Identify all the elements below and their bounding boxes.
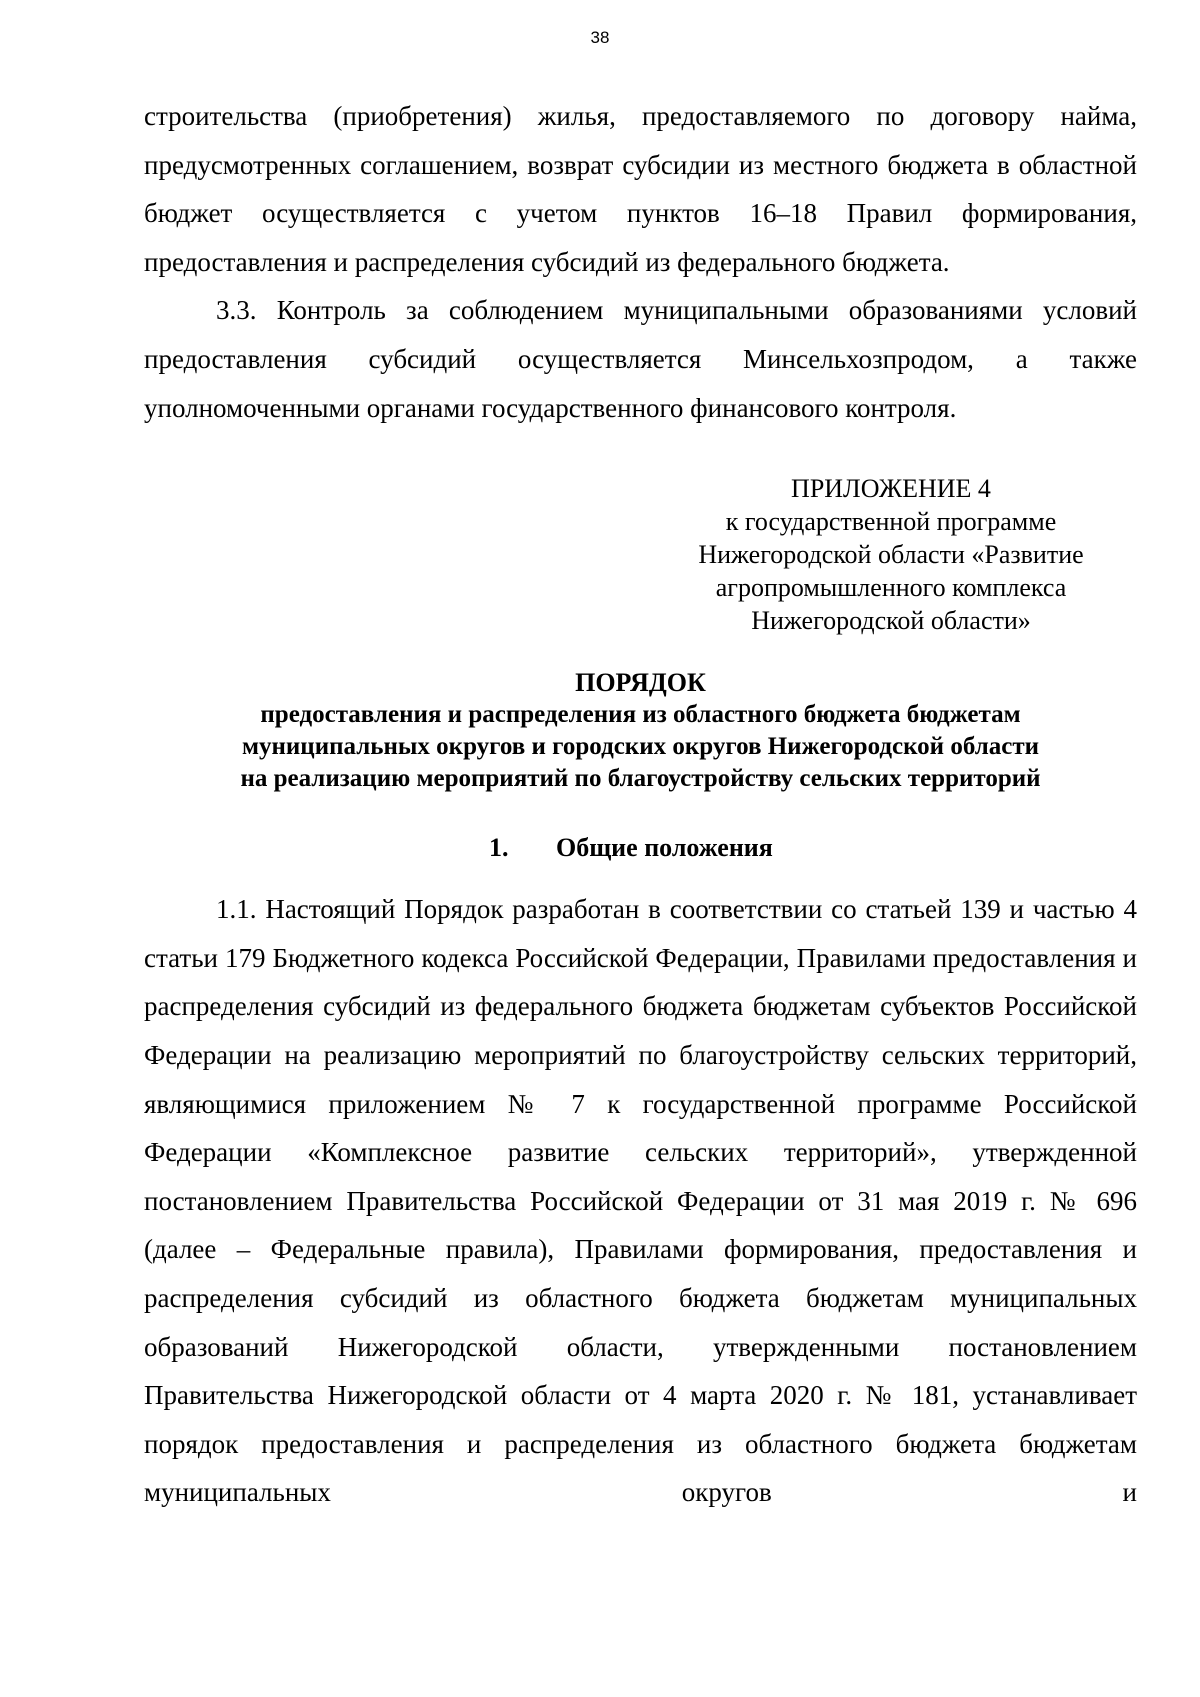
appendix-line: агропромышленного комплекса [715, 573, 1067, 603]
appendix-line: к государственной программе [725, 507, 1057, 537]
paragraph-1-1: 1.1. Настоящий Порядок разработан в соответствии со статьей 139 и частью 4 статьи 179 Бюджетного кодекса Российской Федерации, Правилами предоставления и распределения субсидий из федерального бюджета бюджетам субъектов Российской Федерации на реализацию мероприятий по благоустройству сельских территорий, являющимися приложением № 7 к государственной программе Российской Федерации «Комплексное развитие сельских территорий», утвержденной постановлением Правительства Российской Федерации от 31 мая 2019 г. № 696 (далее – Федеральные правила), Правилами формирования, предоставления и распределения субсидий из областного бюджета бюджетам муниципальных образований Нижегородской области, утвержденными постановлением Правительства Нижегородской области от 4 марта 2020 г. № 181, устанавливает порядок предоставления и распределения из областного бюджета бюджетам муниципальных округов и [144, 894, 1137, 1508]
continuation-paragraph: строительства (приобретения) жилья, предоставляемого по договору найма, предусмотренных соглашением, возврат субсидии из местного бюджета в областной бюджет осуществляется с учетом пунктов 16–18 Правил формирования, предоставления и распределения субсидий из федерального бюджета. [144, 101, 1137, 277]
section-number: 1. [489, 833, 509, 863]
paragraph-3-3: 3.3. Контроль за соблюдением муниципальными образованиями условий предоставления субсидий осуществляется Минсельхозпродом, а также уполномоченными органами государственного финансового контроля. [144, 295, 1137, 423]
section-heading [144, 831, 1137, 865]
title-sub-line: на реализацию мероприятий по благоустройству сельских территорий [240, 765, 1041, 793]
title-subtitle [144, 699, 1137, 795]
page-number: 38 [590, 28, 610, 47]
title-sub-line: предоставления и распределения из областного бюджета бюджетам [260, 701, 1021, 729]
title-sub-line: муниципальных округов и городских округов Нижегородской области [241, 733, 1040, 761]
title-main: ПОРЯДОК [575, 668, 706, 698]
document-body [144, 92, 1137, 1517]
appendix-line: ПРИЛОЖЕНИЕ 4 [791, 474, 991, 504]
document-title [144, 667, 1137, 795]
appendix-header [656, 472, 1126, 637]
appendix-line: Нижегородской области «Развитие [698, 540, 1084, 570]
section-title: Общие положения [556, 833, 773, 863]
appendix-line: Нижегородской области» [751, 606, 1031, 636]
